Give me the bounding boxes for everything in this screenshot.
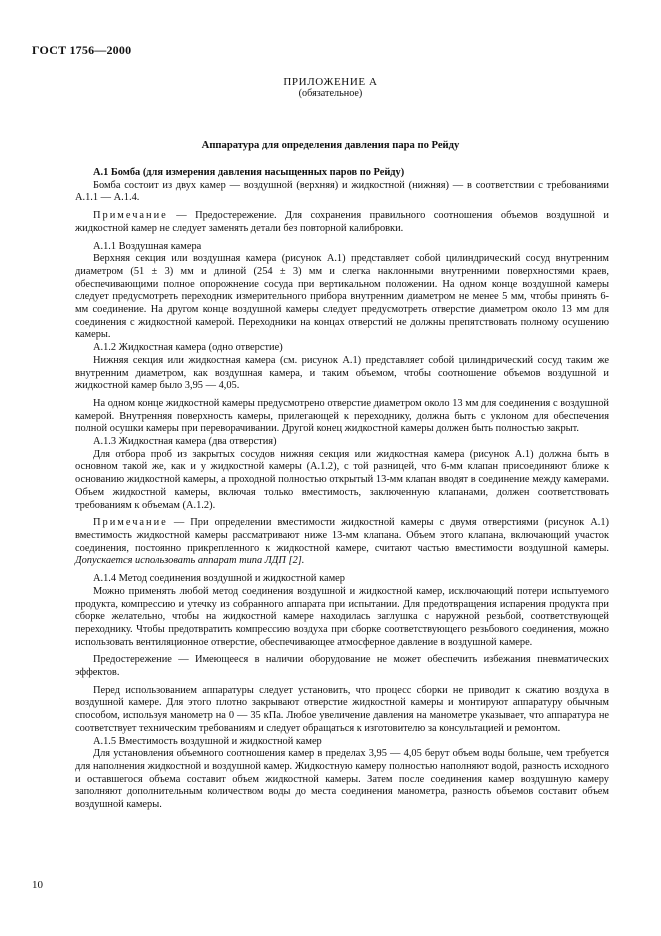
note-text: — Предостережение. Для сохранения правильного соотношения объемов воздушной и жидкостной камер не следует заменять детали без повторной калибровки. — [75, 210, 609, 234]
note-text: — При определении вместимости жидкостной камеры с двумя отверстиями (рисунок А.1) вместимость жидкостной камеры рассматривают ниже 13-мм клапана. Объем этого клапана, включающий участок соединения, постоянно прикрепленного к жидкостной камере, считают частью вместимости воздушной камеры. — [75, 517, 609, 554]
section-a12-text-2: На одном конце жидкостной камеры предусмотрено отверстие диаметром около 13 мм для соединения с воздушной камерой. Внутренняя поверхность камеры, прилегающей к переходнику, должна быть с уклоном для обеспечения полной осушки камеры при переворачивании. Другой конец жидкостной камеры должен быть полностью закрыт. — [75, 397, 609, 435]
document-body — [75, 167, 609, 812]
section-a14-text: Можно применять любой метод соединения воздушной и жидкостной камер, исключающий потери испытуемого продукта, компрессию и утечку из собранного аппарата при испытании. Для предотвращения испарения продукта при сборке желательно, чтобы на жидкостной камере находилась заглушка с наружной резьбой, соответствующей переходнику. Чтобы предотвратить компрессию воздуха при сборке соответствующего резьбового соединения, можно использовать вентиляционное отверстие, обеспечивающее атмосферное давление в воздушной камере. — [75, 585, 609, 648]
section-a14-warning: Предостережение — Имеющееся в наличии оборудование не может обеспечить избежания пневматических эффектов. — [75, 654, 609, 679]
section-a13-note — [75, 517, 609, 568]
section-a15-heading: А.1.5 Вместимость воздушной и жидкостной камер — [93, 735, 322, 747]
section-a12-heading: А.1.2 Жидкостная камера (одно отверстие) — [93, 342, 283, 354]
section-a11-text: Верхняя секция или воздушная камера (рисунок А.1) представляет собой цилиндрический сосуд внутренним диаметром (51 ± 3) мм и длиной (254 ± 3) мм и слегка наклонными внутренними поверхностями краев, обеспечивающими полное опорожнение сосуда при вертикальном положении. На одном конце воздушной камеры следует предусмотреть переходник измерительного прибора внутренним диаметром не менее 5 мм, чтобы принять 6-мм соединение. На другом конце воздушной камеры следует предусмотреть отверстие диаметром около 13 мм для соединения с жидкостной камерой. Переходники на концах отверстий не должны препятствовать полному осушению камеры. — [75, 253, 609, 341]
appendix-title: ПРИЛОЖЕНИЕ А — [283, 76, 378, 88]
section-a12-text-1: Нижняя секция или жидкостная камера (см. рисунок А.1) представляет собой цилиндрический сосуд таким же внутренним диаметром, как воздушная камера, и таким объемом, чтобы соотношение объемов воздушной и жидкостной камер было 3,95 — 4,05. — [75, 354, 609, 392]
page-number: 10 — [32, 879, 43, 891]
appendix-subtitle: (обязательное) — [298, 88, 363, 99]
note-label: Примечание — [93, 210, 168, 222]
note-italic-text: Допускается использовать аппарат типа ЛДП [2]. — [75, 555, 305, 567]
section-a14-text-2: Перед использованием аппаратуры следует установить, что процесс сборки не приводит к сжатию воздуха в воздушной камере. Для этого плотно закрывают отверстие жидкостной камеры и монтируют аппаратуру обычным способом, используя манометр на 0 — 35 кПа. Любое увеличение давления на манометре указывает, что аппаратура не соответствует техническим требованиям и следует обращаться к изготовителю за консультацией и ремонтом. — [75, 684, 609, 734]
section-a11-heading: А.1.1 Воздушная камера — [93, 240, 202, 252]
section-a13-text: Для отбора проб из закрытых сосудов нижняя секция или жидкостная камера (рисунок А.1) должна быть в основном такой же, как и у жидкостной камеры (А.1.2), с той разницей, что 6-мм клапан присоединяют ближе к основанию жидкостной камеры, а проходной полностью открытый 13-мм клапан вводят в соединение между камерами. Объем жидкостной камеры, включая только вместимость, заключенную клапанами, должен соответствовать требованиям к объемам (А.1.2). — [75, 448, 609, 511]
section-a14-heading: А.1.4 Метод соединения воздушной и жидкостной камер — [93, 573, 345, 585]
section-a1-note — [75, 210, 609, 235]
standard-header: ГОСТ 1756—2000 — [32, 43, 132, 57]
section-a1-text: Бомба состоит из двух камер — воздушной (верхняя) и жидкостной (нижняя) — в соответствии с требованиями А.1.1 — А.1.4. — [75, 179, 609, 204]
section-a1-heading: А.1 Бомба (для измерения давления насыщенных паров по Рейду) — [93, 167, 405, 178]
section-a15-text: Для установления объемного соотношения камер в пределах 3,95 — 4,05 берут объем воды больше, чем требуется для наполнения жидкостной и воздушной камер. Жидкостную камеру полностью наполняют водой, разность исходного и оставшегося объема составит объем жидкостной камеры. Затем после соединения камер воздушную камеру заполняют дополнительным количеством воды до места соединения манометра, разность объемов составит объем воздушной камеры. — [75, 748, 609, 811]
section-a13-heading: А.1.3 Жидкостная камера (два отверстия) — [93, 436, 277, 448]
document-title: Аппаратура для определения давления пара по Рейду — [201, 140, 460, 151]
note-label: Примечание — [93, 517, 168, 529]
